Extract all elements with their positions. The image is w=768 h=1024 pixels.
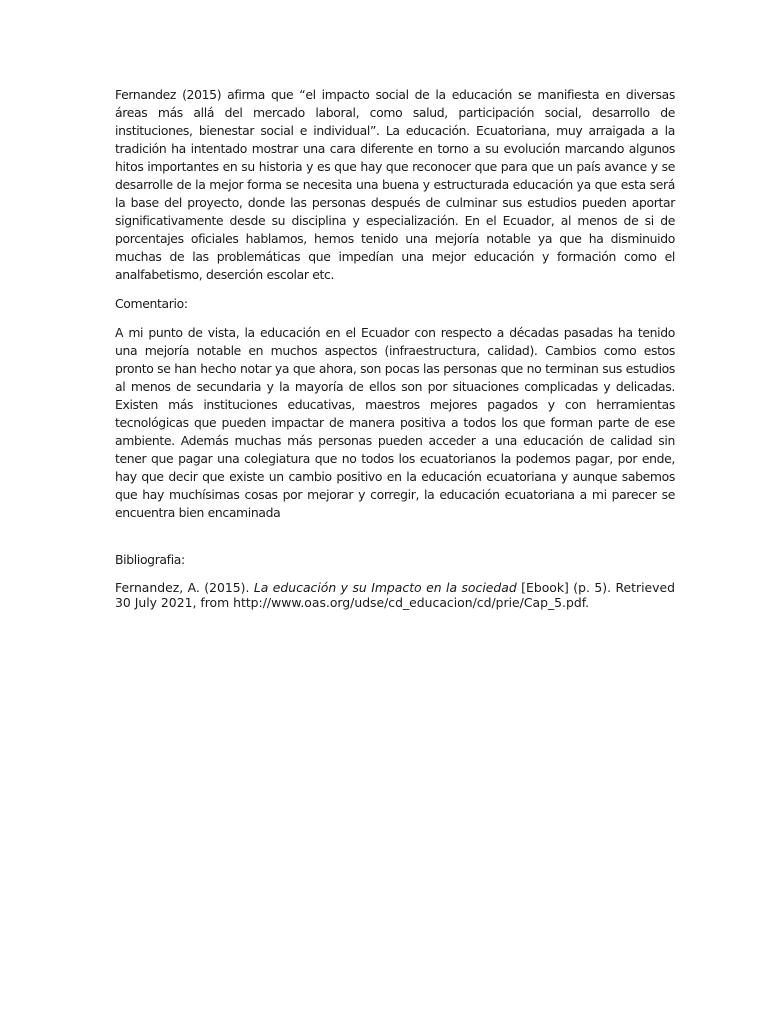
reference-authors: Fernandez, A. (2015). bbox=[115, 580, 254, 595]
document-body bbox=[115, 86, 675, 610]
bibliography-entry bbox=[115, 580, 675, 610]
comment-heading: Comentario: bbox=[115, 296, 188, 311]
paragraph-intro: Fernandez (2015) afirma que “el impacto social de la educación se manifiesta en diversas áreas más allá del mercado laboral, como salud, participación social, desarrollo de instituciones, bienestar social e individual”. La educación. Ecuatoriana, muy arraigada a la tradición ha intentado mostrar una cara diferente en torno a su evolución marcando algunos hitos importantes en su historia y es que hay que reconocer que para que un país avance y se desarrolle de la mejor forma se necesita una buena y estructurada educación ya que esta será la base del proyecto, donde las personas después de culminar sus estudios pueden aportar significativamente desde su disciplina y especialización. En el Ecuador, al menos de si de porcentajes oficiales hablamos, hemos tenido una mejoría notable ya que ha disminuido muchas de las problemáticas que impedían una mejor educación y formación como el analfabetismo, deserción escolar etc. bbox=[115, 87, 675, 282]
bibliography-heading: Bibliografia: bbox=[115, 552, 185, 567]
blank-line bbox=[115, 533, 675, 551]
reference-title: La educación y su Impacto en la sociedad bbox=[253, 580, 517, 595]
paragraph-comment: A mi punto de vista, la educación en el Ecuador con respecto a décadas pasadas ha tenido una mejoría notable en muchos aspectos (infraestructura, calidad). Cambios como estos pronto se han hecho notar ya que ahora, son pocas las personas que no terminan sus estudios al menos de secundaria y la mayoría de ellos son por situaciones complicadas y delicadas. Existen más instituciones educativas, maestros mejores pagados y con herramientas tecnológicas que pueden impactar de manera positiva a todos los que forman parte de ese ambiente. Además muchas más personas pueden acceder a una educación de calidad sin tener que pagar una colegiatura que no todos los ecuatorianos la podemos pagar, por ende, hay que decir que existe un cambio positivo en la educación ecuatoriana y aunque sabemos que hay muchísimas cosas por mejorar y corregir, la educación ecuatoriana a mi parecer se encuentra bien encaminada bbox=[115, 325, 675, 520]
reference-details: [Ebook] (p. 5). Retrieved 30 July 2021, from http://www.oas.org/udse/cd_educacion/cd/prie/Cap_5.pdf. bbox=[115, 580, 675, 610]
